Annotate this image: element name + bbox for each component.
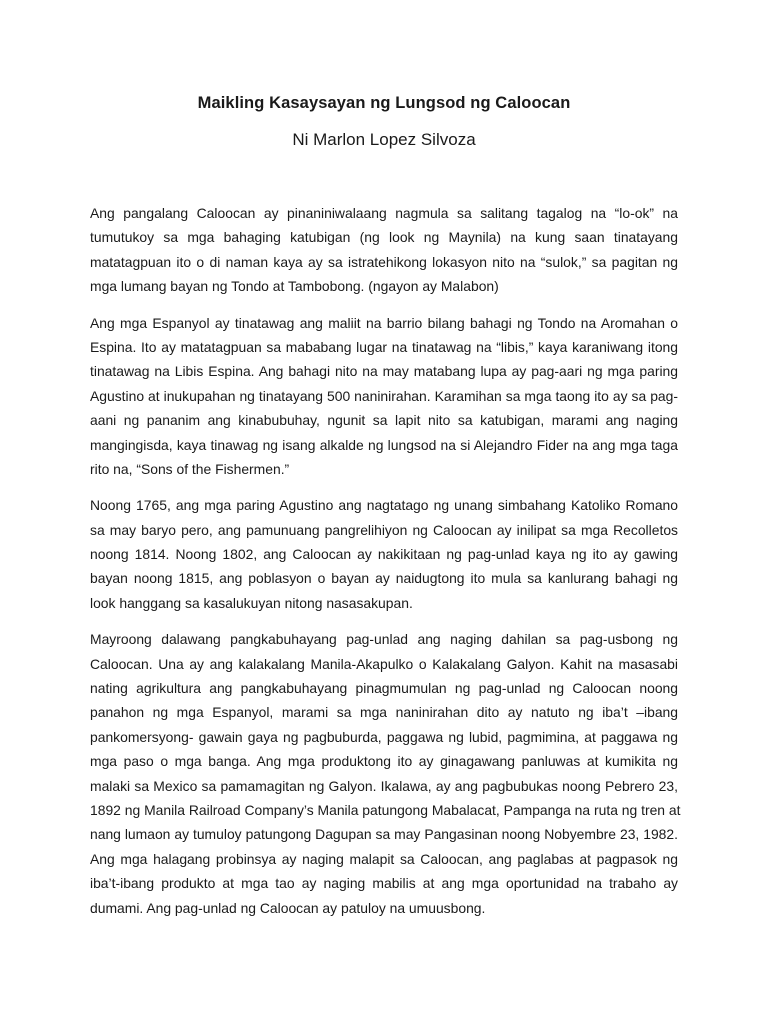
paragraph [90,311,678,482]
paragraph-line: Ang pangalang Caloocan ay pinaniniwalaang nagmula sa salitang tagalog na “lo-ok” na [90,205,678,221]
paragraph-line: rito na, “Sons of the Fishermen.” [90,460,290,477]
paragraph-line: matatagpuan ito o di naman kaya ay sa istratehikong lokasyon nito na “sulok,” sa pagitan ng [90,253,678,270]
paragraph-line: Agustino at inukupahan ng tinatayang 500 naninirahan. Karamihan sa mga taong ito ay sa pag- [90,387,678,404]
paragraph [90,493,678,615]
paragraph-line: look hanggang sa kasalukuyan nitong nasasakupan. [90,594,413,611]
paragraph-line: dumami. Ang pag-unlad ng Caloocan ay patuloy na umuusbong. [90,899,486,916]
paragraph [90,201,678,299]
paragraph-line: Ang mga Espanyol ay tinatawag ang maliit na barrio bilang bahagi ng Tondo na Aromahan o [90,314,678,331]
document-author: Ni Marlon Lopez Silvoza [292,130,476,149]
paragraph-line: iba’t-ibang produkto at mga tao ay naging mabilis at ang mga oportunidad na trabaho ay [90,875,678,892]
paragraph-line: nating agrikultura ang pangkabuhayang pinagmumulan ng pag-unlad ng Caloocan noong [90,680,678,697]
paragraph-line: nang lumaon ay tumuloy patungong Dagupan sa may Pangasinan noong Nobyembre 23, 1982. [90,826,678,843]
paragraph-line: panahon ng mga Espanyol, marami sa mga naninirahan dito ay natuto ng iba’t –ibang [90,704,678,721]
paragraph-line: mga lumang bayan ng Tondo at Tambobong. (ngayon ay Malabon) [90,278,499,295]
paragraph-line: Ang mga halagang probinsya ay naging malapit sa Caloocan, ang paglabas at pagpasok ng [90,850,678,867]
paragraph-line: sa may baryo pero, ang pamunuang pangrelihiyon ng Caloocan ay inilipat sa mga Recolletos [90,521,678,538]
paragraph [90,627,681,920]
paragraph-line: aani ng pananim ang kinabubuhay, ngunit sa lapit nito sa katubigan, marami ang naging [90,412,678,429]
paragraph-line: pankomersyong- gawain gaya ng pagbuburda, paggawa ng lubid, pagmimina, at paggawa ng [90,728,678,745]
paragraph-line: Mayroong dalawang pangkabuhayang pag-unlad ang naging dahilan sa pag-usbong ng [90,631,678,648]
paragraph-line: mangingisda, kaya tinawag ng isang alkalde ng lungsod na si Alejandro Fider na ang mga taga [90,436,678,453]
document-title: Maikling Kasaysayan ng Lungsod ng Caloocan [197,94,571,112]
paragraph-line: noong 1814. Noong 1802, ang Caloocan ay nakikitaan ng pag-unlad kaya ng ito ay gawing [90,546,678,563]
paragraph-line: bayan noong 1815, ang poblasyon o bayan ay naidugtong ito mula sa kanlurang bahagi ng [90,570,678,587]
document-body [90,201,681,932]
paragraph-line: tumutukoy sa mga bahaging katubigan (ng look ng Maynila) na kung saan tinatayang [90,229,678,246]
paragraph-line: Caloocan. Una ay ang kalakalang Manila-Akapulko o Kalakalang Galyon. Kahit na masasabi [90,655,678,672]
paragraph-line: mga paso o mga banga. Ang mga produktong ito ay ginagawang panluwas at kumikita ng [90,753,678,770]
paragraph-line: tinatawag na Libis Espina. Ang bahagi nito na may matabang lupa ay pag-aari ng mga paring [90,363,678,380]
paragraph-line: 1892 ng Manila Railroad Company’s Manila patungong Mabalacat, Pampanga na ruta ng tren at [90,801,681,818]
paragraph-line: malaki sa Mexico sa pamamagitan ng Galyon. Ikalawa, ay ang pagbubukas noong Pebrero 23, [90,777,678,794]
paragraph-line: Espina. Ito ay matatagpuan sa mababang lugar na tinatawag na “libis,” kaya karaniwang itong [90,338,678,355]
paragraph-line: Noong 1765, ang mga paring Agustino ang nagtatago ng unang simbahang Katoliko Romano [90,497,678,514]
